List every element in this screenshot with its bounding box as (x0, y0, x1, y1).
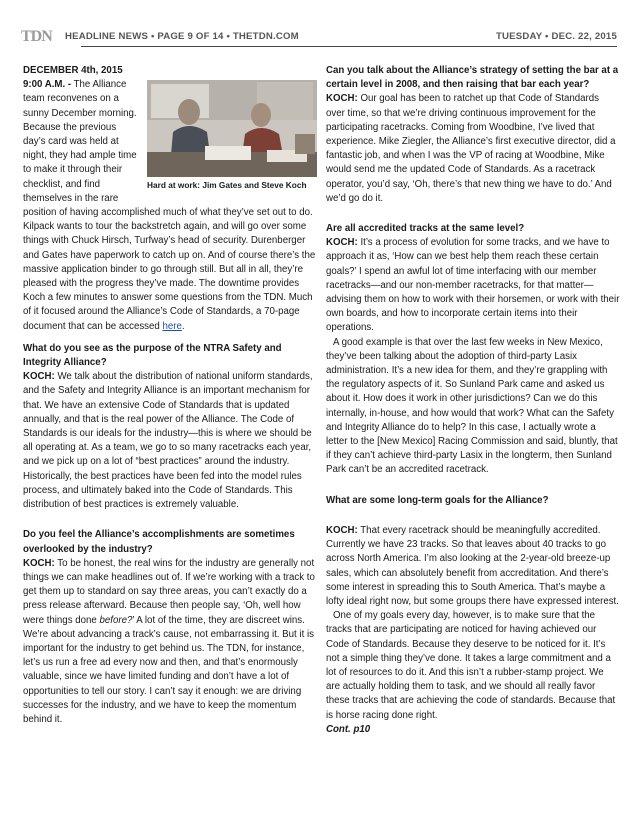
photo-image (147, 80, 317, 177)
answer-2: KOCH: To be honest, the real wins for the industry are generally not things we can make headlines out of. If we’re working with a track to get them up to standard on say three areas, you can’t exactly do a press release afterward. Because then people say, ‘Oh, well how were things done before?’ A lot of the time, they are discreet wins. We’re about advancing a track’s cause, not embarrassing it. But it is important for the industry to get behind us. The TDN, for instance, let’s us run a free ad every now and then, and that’s enormously valuable, since we have limited funding and don’t have a lot of opportunities to tell our story. I can’t say it enough: we are driving successes for the industry, and we have to keep the momentum behind it. (23, 557, 315, 725)
photo-caption: Hard at work: Jim Gates and Steve Koch (147, 180, 307, 191)
answer-1: KOCH: We talk about the distribution of national uniform standards, and the Safety and Integrity Alliance is an important mechanism for that. We have an extensive Code of Standards that is updated annually, and that is the real power of the Alliance. The Code of Standards is our ideals for the industry—this is where we should be all operating at. As a team, we go to so many racetracks each year, and we pick up on a lot of “best practices” around the industry. Historically, the best practices have been fed into the model rules process, and ultimately baked into the Code of Standards. This distribution of best practices is extremely valuable. (23, 371, 313, 511)
article-photo (147, 80, 317, 191)
header-rule (81, 46, 617, 47)
code-of-standards-link[interactable]: here (162, 320, 182, 332)
intro-paragraph: 9:00 A.M. - The Alliance team reconvenes on a sunny December morning. Because the previous day’s card was held at night, they had ample time to make it through their checklist, and find themselves in the rare position of having accomplished much of what they’ve set out to do. Kilpack wants to tour the backstretch again, and will go over some things with Chuck Hirsch, Turfway’s head of security. Durenberger and Gates have paperwork to catch up on. And of course there’s the massive application binder to go through still. But all in all, they’re pleased with the progress they’ve made. The downtime provides Koch a few minutes to answer some questions from the TDN. Much of it focused around the Alliance’s Code of Standards, a 70-page document that can be accessed here. (23, 79, 316, 332)
answer-5: KOCH: That every racetrack should be meaningfully accredited. Currently we have 23 tracks. So that leaves about 40 tracks to go across North America. I’m also looking at the 2-year-old breeze-up sales, which can absolutely benefit from accreditation. And there’s some interest in spreading this to South America. That’s maybe a lofty ideal right now, but some groups there have expressed interest. (326, 524, 619, 607)
answer-4-continued: A good example is that over the last few weeks in New Mexico, they’ve been talking about the adoption of third-party Lasix administration. It’s a new idea for them, and they’re grappling with the regulatory aspects of it. So Sunland Park came and asked us about it. How does it work in other jurisdictions? Can we do this internally, in-house, and how would that work? What can the Safety and Integrity Alliance do to help? In this case, I actually wrote a letter to the [New Mexico] Racing Commission and said, bluntly, that if they can’t achieve third-party Lasix in the longterm, then Sunland Park can’t be an accredited racetrack. (326, 336, 618, 476)
left-column (23, 64, 317, 727)
answer-5-continued: One of my goals every day, however, is to make sure that the tracks that are participating are noticed for having achieved our Code of Standards. Because they deserve to be noticed for it. It’s not a simple thing they’ve done. It takes a large commitment and a lot of resources to do it. And this isn’t a rubber-stamp project. We are actually holding them to task, and we should all really favor these tracks that are achieving the code of standards. Because that is horse racing done right. (326, 610, 616, 721)
dateline: DECEMBER 4th, 2015 (23, 65, 123, 76)
question-3: Can you talk about the Alliance’s strategy of setting the bar at a certain level in 2008, and then raising that bar each year? (326, 65, 619, 91)
answer-4: KOCH: It’s a process of evolution for some tracks, and we have to approach it as, ‘How can we best help them reach these certain goals?’ I spend an awful lot of time interfacing with our member racetracks—and our non-member racetracks, for that matter—advising them on how to work with their horsemen, or work with their own boards, and how to incorporate certain items into their operations. (326, 237, 620, 334)
continued-note: Cont. p10 (326, 723, 371, 735)
header-issue-info: HEADLINE NEWS • PAGE 9 OF 14 • THETDN.COM (65, 31, 299, 42)
question-4: Are all accredited tracks at the same level? (326, 223, 525, 235)
page-header (21, 26, 617, 48)
tdn-logo: TDN (21, 28, 52, 45)
answer-3: KOCH: Our goal has been to ratchet up that Code of Standards over time, so that we’re driving continuous improvement for the participating racetracks. Coming from Woodbine, I’ve lived that experience. Mike Ziegler, the Alliance’s first executive director, did a fantastic job, and when I was the VP of racing at Woodbine, Mike would send me the updated Code of Standards. As a racetrack operator, you’d say, ‘Oh, there’s that new thing we have to do.’ And we’d go do it. (326, 93, 616, 204)
header-date: TUESDAY • DEC. 22, 2015 (495, 31, 617, 42)
question-5: What are some long-term goals for the Alliance? (326, 494, 549, 506)
question-2: Do you feel the Alliance’s accomplishments are sometimes overlooked by the industry? (23, 529, 295, 555)
right-column (326, 64, 620, 737)
question-1: What do you see as the purpose of the NTRA Safety and Integrity Alliance? (23, 342, 282, 369)
